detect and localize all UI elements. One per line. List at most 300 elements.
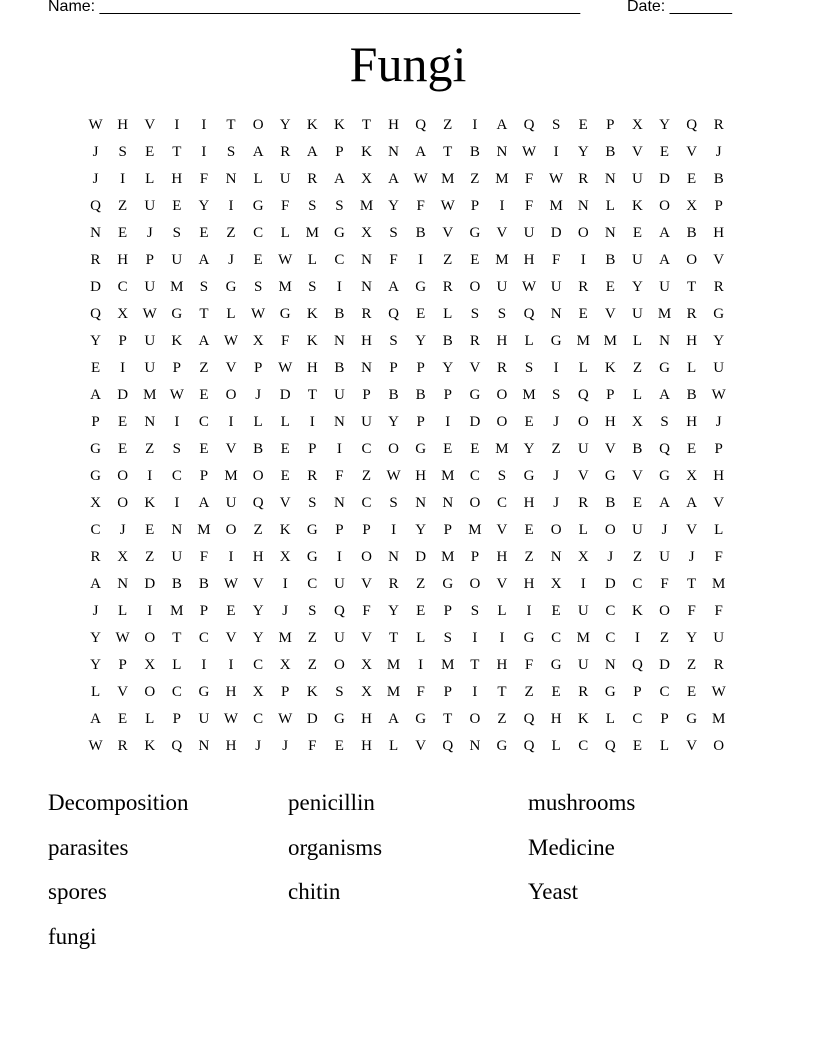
grid-letter: O — [496, 414, 508, 430]
grid-letter: P — [633, 684, 642, 700]
grid-letter: U — [659, 279, 670, 295]
grid-letter: K — [171, 333, 183, 349]
grid-letter: L — [280, 225, 290, 241]
grid-letter: I — [201, 144, 207, 160]
grid-letter: G — [469, 387, 481, 403]
grid-letter: H — [713, 468, 725, 484]
grid-letter: S — [389, 225, 398, 241]
grid-row — [82, 600, 734, 627]
grid-letter: N — [361, 279, 372, 295]
grid-letter: F — [199, 549, 209, 565]
grid-letter: M — [441, 549, 455, 565]
grid-letter: L — [551, 738, 561, 754]
grid-letter: Y — [279, 117, 291, 133]
grid-letter: P — [362, 522, 371, 538]
grid-letter: P — [443, 684, 452, 700]
grid-letter: Q — [415, 117, 427, 133]
grid-letter: G — [306, 522, 318, 538]
grid-letter: M — [495, 252, 509, 268]
grid-letter: P — [199, 603, 209, 619]
grid-row — [82, 627, 734, 654]
grid-letter: P — [172, 360, 181, 376]
grid-letter: L — [416, 630, 426, 646]
grid-letter: I — [174, 414, 180, 430]
grid-letter: W — [711, 684, 726, 700]
grid-letter: X — [252, 684, 264, 700]
grid-letter: S — [118, 144, 127, 160]
grid-letter: I — [147, 468, 153, 484]
grid-letter: N — [604, 657, 616, 673]
grid-letter: A — [415, 144, 427, 160]
grid-letter: F — [524, 171, 534, 187]
grid-row — [82, 546, 734, 573]
grid-letter: K — [144, 495, 156, 511]
grid-letter: H — [550, 711, 562, 727]
grid-letter: Z — [632, 360, 642, 376]
grid-letter: O — [117, 468, 129, 484]
grid-letter: U — [361, 414, 372, 430]
grid-letter: O — [361, 549, 372, 565]
grid-letter: D — [306, 711, 318, 727]
grid-letter: F — [524, 657, 534, 673]
grid-letter: A — [252, 144, 264, 160]
grid-letter: S — [199, 279, 209, 295]
grid-letter: N — [198, 738, 210, 754]
grid-letter: E — [118, 414, 128, 430]
grid-letter: Q — [442, 738, 454, 754]
grid-letter: E — [118, 711, 128, 727]
grid-letter: E — [334, 738, 344, 754]
grid-letter: W — [549, 171, 564, 187]
grid-letter: H — [523, 252, 535, 268]
grid-letter: Z — [416, 576, 426, 592]
grid-letter: R — [388, 576, 399, 592]
grid-letter: N — [550, 306, 562, 322]
grid-letter: E — [605, 279, 615, 295]
grid-letter: V — [279, 495, 291, 511]
grid-letter: I — [174, 495, 180, 511]
grid-letter: M — [278, 630, 292, 646]
grid-letter: U — [523, 225, 535, 241]
grid-letter: P — [470, 549, 480, 565]
grid-letter: B — [686, 387, 697, 403]
grid-letter: Q — [659, 441, 670, 457]
grid-letter: B — [334, 360, 345, 376]
grid-letter: A — [198, 333, 210, 349]
grid-letter: N — [171, 522, 183, 538]
grid-letter: P — [335, 144, 344, 160]
grid-letter: P — [606, 117, 615, 133]
grid-letter: L — [524, 333, 534, 349]
grid-letter: L — [172, 657, 182, 673]
grid-letter: L — [578, 522, 588, 538]
grid-letter: K — [306, 684, 318, 700]
grid-letter: E — [118, 225, 128, 241]
grid-letter: M — [305, 225, 319, 241]
grid-letter: L — [90, 684, 101, 700]
grid-letter: G — [171, 306, 183, 322]
grid-letter: E — [470, 252, 480, 268]
grid-row — [82, 357, 734, 384]
grid-letter: A — [198, 252, 210, 268]
grid-letter: X — [577, 549, 589, 565]
grid-letter: C — [496, 495, 507, 511]
grid-letter: G — [415, 279, 427, 295]
grid-letter: Z — [226, 225, 236, 241]
grid-letter: J — [92, 171, 99, 187]
grid-letter: E — [199, 387, 209, 403]
word-list-item: chitin — [288, 879, 341, 904]
grid-letter: V — [686, 738, 698, 754]
grid-letter: O — [713, 738, 725, 754]
grid-letter: A — [496, 117, 508, 133]
grid-letter: P — [199, 468, 209, 484]
grid-letter: E — [632, 495, 642, 511]
grid-letter: Y — [90, 630, 101, 646]
grid-letter: O — [469, 279, 481, 295]
grid-letter: S — [551, 117, 561, 133]
grid-letter: Q — [523, 738, 535, 754]
grid-letter: H — [361, 738, 372, 754]
grid-letter: U — [171, 549, 183, 565]
grid-letter: G — [90, 468, 101, 484]
grid-letter: W — [223, 711, 239, 727]
grid-letter: A — [90, 711, 101, 727]
grid-letter: F — [362, 603, 371, 619]
grid-letter: I — [336, 279, 342, 295]
grid-letter: B — [253, 441, 264, 457]
grid-letter: T — [687, 279, 697, 295]
grid-letter: Y — [388, 603, 399, 619]
grid-letter: M — [278, 279, 292, 295]
grid-letter: I — [228, 198, 234, 214]
grid-letter: M — [224, 468, 238, 484]
grid-letter: K — [604, 360, 616, 376]
grid-letter: S — [389, 495, 398, 511]
grid-letter: Z — [470, 171, 480, 187]
grid-letter: R — [578, 495, 589, 511]
grid-letter: N — [442, 495, 454, 511]
grid-letter: R — [90, 549, 101, 565]
grid-letter: S — [308, 495, 317, 511]
grid-letter: H — [523, 576, 535, 592]
grid-letter: H — [361, 333, 372, 349]
grid-row — [82, 438, 734, 465]
grid-letter: B — [686, 225, 697, 241]
grid-letter: V — [632, 144, 643, 160]
grid-letter: U — [144, 360, 156, 376]
grid-letter: U — [659, 549, 670, 565]
grid-letter: I — [120, 360, 126, 376]
grid-letter: H — [117, 252, 129, 268]
grid-letter: W — [278, 360, 293, 376]
grid-letter: H — [496, 333, 508, 349]
grid-letter: I — [418, 252, 424, 268]
grid-letter: V — [415, 738, 427, 754]
grid-letter: I — [553, 144, 559, 160]
grid-letter: X — [361, 684, 372, 700]
grid-letter: S — [253, 279, 263, 295]
grid-letter: I — [228, 549, 234, 565]
grid-letter: Z — [443, 117, 453, 133]
grid-letter: S — [497, 306, 507, 322]
grid-letter: N — [117, 576, 129, 592]
grid-letter: M — [386, 684, 401, 700]
grid-letter: V — [632, 468, 643, 484]
grid-letter: J — [553, 414, 560, 430]
grid-letter: R — [307, 468, 318, 484]
grid-letter: A — [388, 711, 399, 727]
grid-letter: H — [171, 171, 183, 187]
grid-letter: T — [226, 117, 236, 133]
grid-letter: G — [198, 684, 210, 700]
grid-letter: M — [576, 630, 590, 646]
grid-letter: O — [252, 117, 264, 133]
grid-letter: C — [198, 630, 209, 646]
word-list-item: penicillin — [288, 790, 375, 815]
grid-letter: R — [713, 657, 724, 673]
grid-letter: I — [580, 576, 586, 592]
grid-letter: I — [499, 198, 505, 214]
grid-letter: S — [308, 603, 317, 619]
grid-letter: T — [172, 630, 182, 646]
grid-letter: I — [391, 522, 397, 538]
grid-letter: M — [603, 333, 617, 349]
grid-letter: X — [117, 306, 129, 322]
grid-letter: M — [441, 468, 455, 484]
grid-letter: R — [90, 252, 101, 268]
grid-letter: C — [253, 711, 264, 727]
grid-letter: V — [577, 468, 589, 484]
grid-letter: N — [333, 333, 345, 349]
grid-row — [82, 222, 734, 249]
grid-letter: G — [713, 306, 725, 322]
grid-letter: K — [361, 144, 372, 160]
grid-letter: P — [118, 657, 127, 673]
grid-letter: R — [578, 684, 589, 700]
word-list — [48, 781, 768, 959]
grid-letter: E — [632, 738, 642, 754]
grid-letter: B — [605, 495, 616, 511]
grid-letter: C — [361, 441, 372, 457]
grid-letter: S — [335, 198, 344, 214]
grid-letter: A — [659, 495, 670, 511]
grid-letter: D — [117, 387, 129, 403]
grid-letter: I — [336, 441, 342, 457]
grid-letter: S — [497, 468, 507, 484]
grid-letter: N — [604, 171, 616, 187]
grid-row — [82, 411, 734, 438]
grid-letter: W — [440, 198, 455, 214]
grid-letter: D — [604, 576, 616, 592]
word-list-item: Decomposition — [48, 790, 189, 815]
grid-letter: E — [145, 144, 155, 160]
grid-letter: B — [713, 171, 724, 187]
grid-letter: F — [281, 333, 290, 349]
grid-letter: S — [443, 630, 452, 646]
grid-letter: X — [632, 117, 643, 133]
grid-letter: W — [413, 171, 428, 187]
grid-letter: C — [253, 657, 264, 673]
grid-letter: Z — [307, 630, 317, 646]
grid-letter: H — [306, 360, 318, 376]
grid-letter: M — [197, 522, 211, 538]
grid-letter: U — [577, 441, 589, 457]
grid-letter: L — [497, 603, 507, 619]
grid-letter: U — [333, 576, 345, 592]
grid-letter: U — [577, 657, 589, 673]
grid-letter: I — [634, 630, 640, 646]
grid-letter: P — [172, 711, 181, 727]
grid-letter: M — [468, 522, 482, 538]
grid-letter: U — [550, 279, 562, 295]
grid-letter: E — [172, 198, 182, 214]
grid-letter: Z — [524, 549, 534, 565]
grid-letter: O — [577, 414, 589, 430]
grid-letter: Z — [145, 441, 155, 457]
grid-letter: T — [443, 144, 453, 160]
grid-letter: A — [659, 252, 670, 268]
grid-letter: A — [306, 144, 318, 160]
grid-letter: L — [659, 738, 670, 754]
grid-letter: O — [252, 468, 264, 484]
grid-letter: P — [714, 441, 723, 457]
grid-letter: D — [144, 576, 156, 592]
grid-letter: M — [495, 441, 509, 457]
grid-letter: I — [309, 414, 315, 430]
grid-letter: P — [281, 684, 290, 700]
grid-letter: Q — [171, 738, 183, 754]
grid-letter: E — [145, 522, 155, 538]
grid-letter: V — [469, 360, 481, 376]
grid-letter: K — [306, 333, 318, 349]
grid-letter: P — [308, 441, 317, 457]
grid-letter: T — [199, 306, 209, 322]
grid-letter: X — [361, 657, 372, 673]
grid-letter: T — [497, 684, 507, 700]
grid-letter: G — [659, 468, 670, 484]
grid-letter: L — [307, 252, 317, 268]
grid-letter: C — [334, 252, 345, 268]
grid-letter: W — [223, 333, 239, 349]
grid-letter: O — [550, 522, 562, 538]
grid-letter: P — [145, 252, 154, 268]
grid-letter: J — [282, 603, 289, 619]
grid-letter: U — [632, 171, 643, 187]
grid-letter: U — [144, 279, 156, 295]
grid-letter: H — [686, 333, 698, 349]
grid-letter: O — [333, 657, 345, 673]
grid-letter: E — [551, 684, 561, 700]
grid-letter: B — [605, 144, 616, 160]
grid-letter: E — [687, 441, 697, 457]
grid-letter: M — [712, 711, 726, 727]
grid-row — [82, 384, 734, 411]
grid-letter: J — [119, 522, 126, 538]
grid-letter: Y — [415, 522, 427, 538]
grid-letter: W — [521, 144, 537, 160]
grid-letter: M — [495, 171, 509, 187]
grid-letter: O — [144, 684, 156, 700]
grid-letter: E — [199, 441, 209, 457]
grid-letter: E — [687, 171, 697, 187]
grid-row — [82, 708, 734, 735]
grid-letter: Z — [687, 657, 697, 673]
grid-letter: G — [252, 198, 264, 214]
grid-letter: K — [144, 738, 156, 754]
grid-letter: C — [117, 279, 128, 295]
grid-letter: T — [388, 630, 399, 646]
grid-letter: P — [443, 522, 452, 538]
grid-letter: I — [201, 117, 207, 133]
grid-letter: V — [144, 117, 156, 133]
grid-row — [82, 519, 734, 546]
grid-letter: L — [253, 171, 263, 187]
grid-letter: S — [172, 225, 181, 241]
grid-letter: U — [713, 630, 725, 646]
grid-letter: Q — [523, 117, 535, 133]
grid-letter: O — [659, 198, 670, 214]
grid-letter: Q — [333, 603, 345, 619]
grid-letter: R — [713, 117, 724, 133]
grid-letter: D — [659, 171, 670, 187]
grid-letter: J — [553, 495, 560, 511]
grid-letter: Y — [90, 657, 101, 673]
grid-letter: R — [117, 738, 128, 754]
grid-letter: V — [496, 225, 508, 241]
grid-letter: W — [711, 387, 726, 403]
grid-row — [82, 573, 734, 600]
grid-letter: Y — [90, 333, 101, 349]
grid-letter: A — [659, 387, 670, 403]
grid-letter: H — [252, 549, 264, 565]
grid-letter: R — [307, 171, 318, 187]
grid-letter: O — [144, 630, 156, 646]
grid-letter: T — [687, 576, 697, 592]
grid-letter: G — [659, 360, 670, 376]
grid-letter: Q — [523, 711, 535, 727]
grid-letter: H — [361, 711, 372, 727]
grid-letter: J — [92, 603, 99, 619]
grid-letter: E — [416, 306, 426, 322]
grid-letter: W — [251, 306, 266, 322]
grid-letter: B — [632, 441, 643, 457]
grid-letter: F — [335, 468, 344, 484]
grid-letter: Z — [145, 549, 155, 565]
grid-letter: P — [443, 603, 452, 619]
grid-letter: Y — [198, 198, 210, 214]
grid-letter: B — [442, 333, 453, 349]
grid-letter: E — [687, 684, 697, 700]
grid-letter: U — [632, 522, 643, 538]
grid-letter: G — [415, 711, 427, 727]
grid-letter: A — [388, 171, 399, 187]
grid-letter: Y — [388, 198, 399, 214]
grid-letter: S — [389, 333, 398, 349]
grid-letter: G — [333, 225, 345, 241]
grid-letter: C — [171, 684, 182, 700]
grid-letter: L — [253, 414, 263, 430]
grid-letter: E — [659, 144, 670, 160]
grid-row — [82, 141, 734, 168]
grid-letter: M — [143, 387, 157, 403]
grid-letter: U — [279, 171, 291, 187]
grid-letter: F — [714, 603, 723, 619]
grid-letter: I — [472, 684, 478, 700]
grid-letter: M — [576, 333, 590, 349]
grid-letter: V — [225, 360, 237, 376]
grid-letter: I — [526, 603, 532, 619]
